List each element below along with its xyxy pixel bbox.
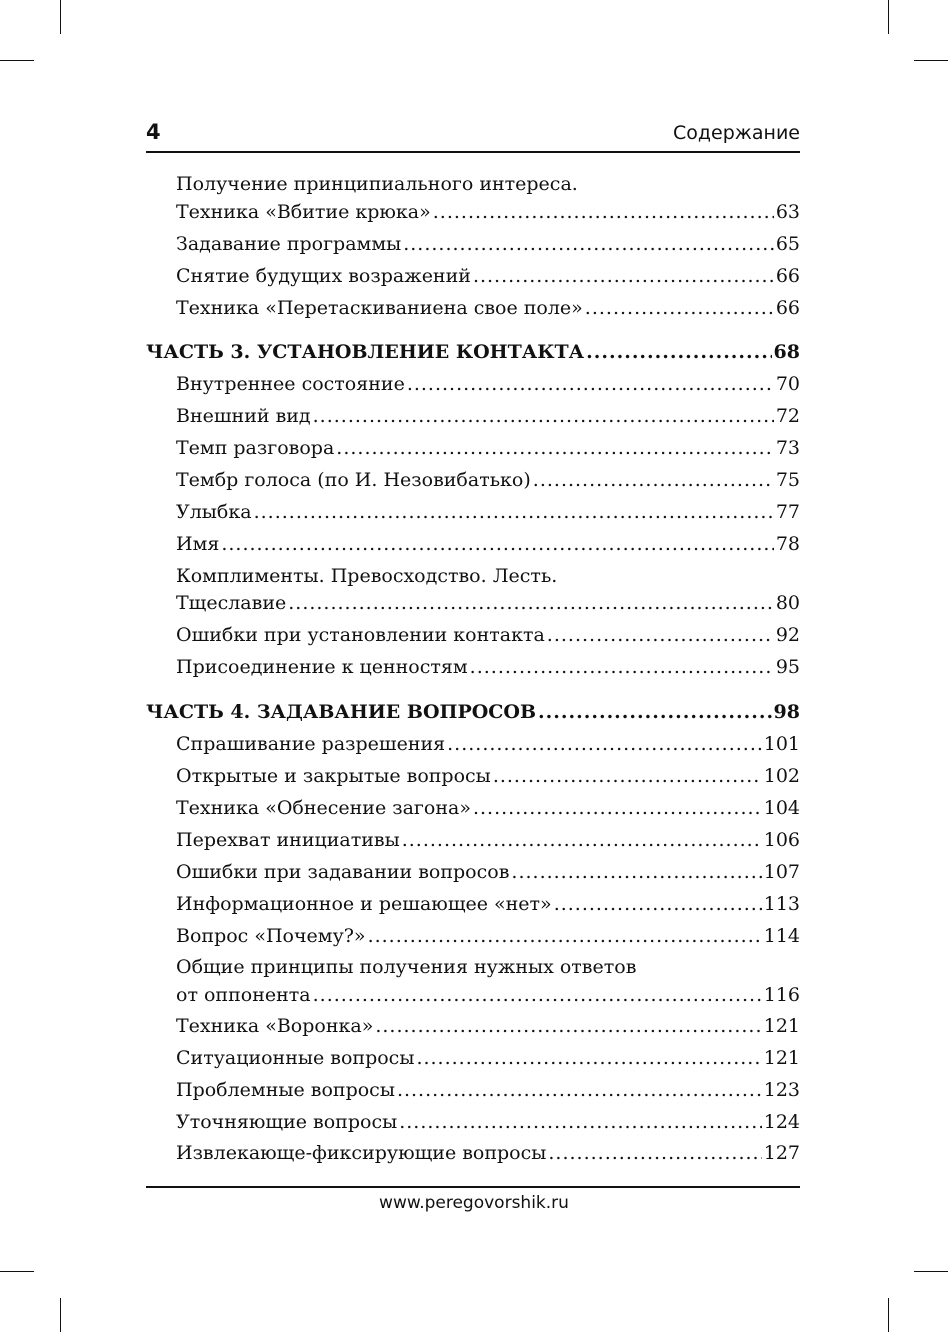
toc-entry-title: Открытые и закрытые вопросы [176,765,491,787]
dot-leader [402,825,762,855]
crop-mark [914,60,948,61]
toc-entry-line: Общие принципы получения нужных ответов [176,956,637,978]
toc-entry-title: Присоединение к ценностям [176,656,468,678]
toc-entry-page: 102 [763,765,800,787]
toc-entry[interactable] [176,1043,800,1073]
crop-mark [914,1271,948,1272]
toc-entry[interactable] [176,889,800,919]
toc-entry-page: 107 [763,861,800,883]
toc-entry[interactable] [176,529,800,559]
toc-entry[interactable] [176,369,800,399]
toc-entry-page: 123 [763,1079,800,1101]
dot-leader [397,1075,762,1105]
crop-mark [0,60,34,61]
toc-entry-page: 121 [763,1015,800,1037]
dot-leader [313,401,774,431]
running-title: Содержание [673,122,800,144]
toc-entry-title: Извлекающе-фиксирующие вопросы [176,1142,547,1164]
toc-entry-title: Снятие будущих возражений [176,265,471,287]
toc-entry-title: Внешний вид [176,405,311,427]
dot-leader [493,761,762,791]
dot-leader [554,889,762,919]
footer-url[interactable]: www.peregovorshik.ru [379,1193,569,1213]
toc-entry-title: Темп разговора [176,437,335,459]
toc-entry[interactable] [176,497,800,527]
page-number: 4 [146,120,161,144]
dot-leader [403,229,774,259]
toc-entry-page: 77 [775,501,800,523]
toc-entry-page: 114 [763,925,800,947]
toc-entry-page: 106 [763,829,800,851]
toc-entry[interactable] [176,1011,800,1041]
toc-entry-title: Спрашивание разрешения [176,733,446,755]
toc-entry[interactable] [176,1075,800,1105]
toc-entry-page: 121 [763,1047,800,1069]
toc-entry-line: Комплименты. Превосходство. Лесть. [176,565,558,587]
toc-entry[interactable] [176,229,800,259]
toc-part-page: 98 [773,701,800,723]
dot-leader [399,1107,762,1137]
toc-part-heading[interactable] [146,337,800,367]
toc-entry[interactable] [176,197,800,227]
toc-entry[interactable] [176,620,800,650]
crop-mark [0,1271,34,1272]
toc-entry-title: Проблемные вопросы [176,1079,395,1101]
toc-entry-title: Ошибки при задавании вопросов [176,861,510,883]
dot-leader [538,697,772,727]
dot-leader [585,293,774,323]
page-header [146,116,800,152]
toc-entry[interactable] [176,433,800,463]
toc-entry-page: 92 [775,624,800,646]
toc-entry-title: Ошибки при установлении контакта [176,624,545,646]
toc-entry-page: 70 [775,373,800,395]
toc-entry-title: Внутреннее состояние [176,373,405,395]
toc-part-heading[interactable] [146,697,800,727]
dot-leader [511,857,761,887]
toc-entry[interactable] [176,729,800,759]
toc-entry-page: 80 [775,592,800,614]
toc-entry-title: Перехват инициативы [176,829,400,851]
toc-entry-page: 113 [763,893,800,915]
toc-entry[interactable] [176,761,800,791]
dot-leader [336,433,774,463]
toc-entry-title: Имя [176,533,220,555]
dot-leader [313,980,762,1010]
dot-leader [416,1043,761,1073]
dot-leader [254,497,774,527]
toc-entry-page: 95 [775,656,800,678]
crop-mark [888,1298,889,1332]
dot-leader [221,529,773,559]
toc-entry[interactable] [176,1138,800,1168]
toc-entry-title: Уточняющие вопросы [176,1111,398,1133]
dot-leader [433,197,774,227]
toc-entry-page: 78 [775,533,800,555]
crop-mark [60,0,61,34]
toc-entry-title: Тембр голоса (по И. Незовибатько) [176,469,531,491]
toc-entry-title: Вопрос «Почему?» [176,925,366,947]
toc-entry[interactable] [176,857,800,887]
toc-entry-title: Ситуационные вопросы [176,1047,415,1069]
toc-entry[interactable] [176,652,800,682]
toc-entry-page: 73 [775,437,800,459]
dot-leader [447,729,762,759]
toc-entry[interactable] [176,588,800,618]
dot-leader [473,793,762,823]
toc-entry-page: 63 [775,201,800,223]
crop-mark [60,1298,61,1332]
dot-leader [407,369,774,399]
toc-entry[interactable] [176,980,800,1010]
toc-entry[interactable] [176,825,800,855]
toc-part-page: 68 [773,341,800,363]
toc-entry[interactable] [176,293,800,323]
toc-entry-title: Задавание программы [176,233,402,255]
toc-entry[interactable] [176,465,800,495]
dot-leader [533,465,774,495]
header-rule [146,151,800,153]
dot-leader [547,620,774,650]
toc-entry[interactable] [176,1107,800,1137]
toc-entry-title: Информационное и решающее «нет» [176,893,552,915]
toc-entry-title: Техника «Обнесение загона» [176,797,471,819]
toc-part-title: ЧАСТЬ 4. ЗАДАВАНИЕ ВОПРОСОВ [146,701,537,723]
toc-entry-page: 75 [775,469,800,491]
footer-rule [146,1186,800,1188]
toc-entry-page: 72 [775,405,800,427]
toc-entry[interactable] [176,793,800,823]
toc-entry-page: 124 [763,1111,800,1133]
toc-entry-title: Тщеславие [176,592,287,614]
toc-entry-title: от оппонента [176,984,311,1006]
toc-entry-page: 66 [775,265,800,287]
toc-entry-title: Улыбка [176,501,252,523]
dot-leader [473,261,774,291]
dot-leader [368,921,762,951]
toc-entry-page: 116 [763,984,800,1006]
crop-mark [888,0,889,34]
toc-entry-title: Техника «Вбитие крюка» [176,201,431,223]
toc-entry[interactable] [176,921,800,951]
dot-leader [288,588,774,618]
dot-leader [586,337,771,367]
toc-entry-page: 65 [775,233,800,255]
dot-leader [375,1011,761,1041]
toc-entry[interactable] [176,401,800,431]
toc-entry-line: Получение принципиального интереса. [176,173,578,195]
toc-entry-page: 101 [763,733,800,755]
toc-entry-page: 127 [763,1142,800,1164]
dot-leader [470,652,774,682]
toc-entry-page: 66 [775,297,800,319]
toc-entry-page: 104 [763,797,800,819]
dot-leader [548,1138,761,1168]
toc-entry[interactable] [176,261,800,291]
toc-entry-title: Техника «Перетаскиваниена свое поле» [176,297,583,319]
toc-entry-title: Техника «Воронка» [176,1015,374,1037]
toc-part-title: ЧАСТЬ 3. УСТАНОВЛЕНИЕ КОНТАКТА [146,341,585,363]
